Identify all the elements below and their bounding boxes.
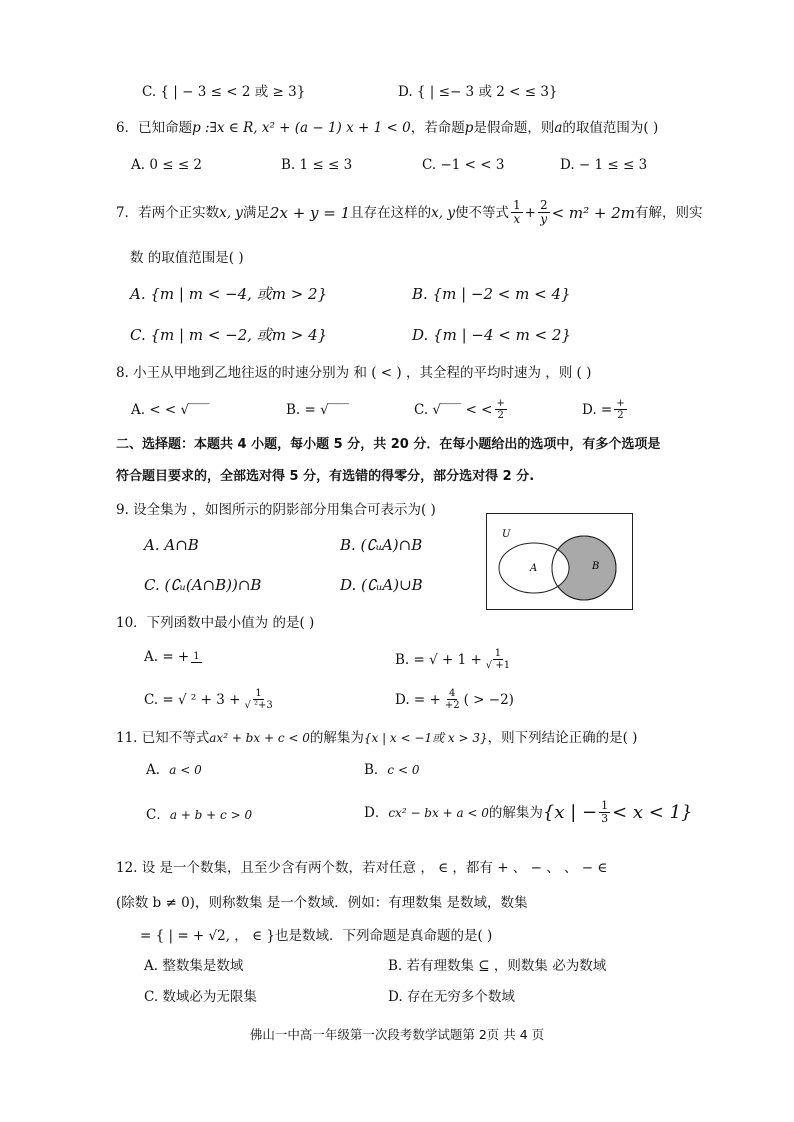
- q12-stem-line2: (除数 b ≠ 0)，则称数集 是一个数域．例如：有理数集 是数域，数集: [116, 895, 528, 911]
- q7-stem-text-2: 满足: [242, 204, 270, 221]
- q7-stem-text: 7．若两个正实数: [116, 204, 220, 221]
- q7-condition: 2x + y = 1: [269, 203, 351, 222]
- q8-stem: 8. 小王从甲地到乙地往返的时速分别为 和 ( < ) ，其全程的平均时速为 ，则 ( ): [116, 365, 592, 381]
- q12-option-b: B. 若有理数集 ⊆ ，则数集 必为数域: [388, 958, 607, 974]
- q11-option-c-expr: a + b + c > 0: [169, 808, 253, 822]
- q6-option-c: C. −1 < < 3: [422, 157, 505, 173]
- q6-option-d: D. − 1 ≤ ≤ 3: [560, 157, 648, 173]
- q11-stem-text-2: 的解集为: [309, 730, 364, 746]
- q6-var-a: a: [554, 120, 563, 136]
- q10-option-a-text: A. = +: [144, 649, 190, 665]
- q7-fraction-2: $\frac{2}{y}$: [539, 198, 548, 226]
- q6-option-b: B. 1 ≤ ≤ 3: [281, 157, 353, 173]
- q7-option-d: D. {m | −4 < m < 2}: [412, 326, 572, 344]
- q8-option-b: B. = √‾‾‾: [286, 402, 349, 418]
- q10-option-c-text: C. = √ ² + 3 +: [144, 691, 241, 708]
- q10-option-b-fraction: $\frac{1}{√ +1}$: [485, 648, 511, 671]
- q5-option-d: D. { | ≤− 3 或 2 < ≤ 3}: [398, 84, 558, 100]
- q10-option-a: [144, 648, 204, 666]
- q12-option-d: D. 存在无穷多个数域: [388, 989, 515, 1005]
- q6-stem-text-4: 的取值范围为( ): [562, 120, 659, 136]
- q8-option-d: [582, 398, 629, 421]
- q6-formula: p :∃x ∈ R, x² + (a − 1) x + 1 < 0: [192, 120, 411, 136]
- q11-option-c: [146, 806, 252, 824]
- q11-stem-text-3: ，则下列结论正确的是( ): [487, 730, 638, 746]
- q7-stem-text-4: 使不等式: [454, 204, 509, 221]
- q11-stem-text: 11. 已知不等式: [116, 730, 210, 746]
- q7-fraction-1: $\frac{1}{x}$: [512, 198, 521, 226]
- section2-heading-line1: 二、选择题：本题共 4 小题，每小题 5 分，共 20 分．在每小题给出的选项中，有多个选项是: [116, 437, 661, 452]
- q11-option-b-expr: c < 0: [387, 763, 420, 777]
- q10-option-d-condition: ( > −2): [463, 691, 514, 708]
- q8-option-d-text: D. =: [582, 401, 613, 418]
- q10-option-d: [395, 688, 514, 711]
- q8-option-a: A. < < √‾‾‾: [131, 402, 210, 418]
- venn-label-b: B: [592, 561, 600, 572]
- q8-option-c-text: C. √‾‾‾ < <: [414, 401, 493, 418]
- q7-option-c: C. {m | m < −2, 或m > 4}: [130, 326, 328, 344]
- page-footer: 佛山一中高一年级第一次段考数学试题第 2页 共 4 页: [249, 1027, 545, 1042]
- venn-label-a: A: [530, 563, 538, 574]
- q11-formula: ax² + bx + c < 0: [209, 731, 310, 745]
- q10-option-b: [395, 648, 514, 671]
- q11-stem: [116, 729, 637, 747]
- q6-var-p: p: [464, 120, 474, 136]
- q9-option-a: A. A∩B: [144, 536, 199, 554]
- section2-heading-line2: 符合题目要求的，全部选对得 5 分，有选错的得零分，部分选对得 2 分.: [116, 469, 535, 484]
- q11-option-a-expr: a < 0: [169, 763, 202, 777]
- q10-option-a-fraction: 1: [193, 651, 200, 662]
- q11-option-c-label: C．: [146, 807, 170, 823]
- q11-option-b: [364, 761, 419, 779]
- q12-option-c: C. 数域必为无限集: [144, 989, 257, 1005]
- q6-stem-text-3: 是假命题，则: [473, 120, 555, 136]
- q11-option-d-set-open: {x | −: [542, 801, 598, 823]
- q9-stem: 9. 设全集为 ，如图所示的阴影部分用集合可表示为( ): [116, 502, 436, 518]
- q6-stem-text-2: ，若命题: [410, 120, 465, 136]
- q6-option-a: A. 0 ≤ ≤ 2: [131, 157, 203, 173]
- q7-vars-2: x, y: [431, 204, 455, 221]
- venn-diagram: [486, 513, 634, 611]
- q11-option-d-text: 的解集为: [488, 804, 543, 821]
- q8-option-c-fraction: $\frac{+}{2}$: [496, 398, 505, 421]
- q9-option-d: D. (∁ᵤA)∪B: [340, 576, 423, 594]
- q9-option-c: C. (∁ᵤ(A∩B))∩B: [144, 576, 262, 594]
- q6-stem-text: 6．已知命题: [116, 120, 193, 136]
- q8-option-c: [414, 398, 509, 421]
- q10-option-c-fraction: $\frac{1}{\text{√ ²+3}}$: [244, 688, 273, 711]
- q7-stem: [116, 199, 703, 226]
- q7-option-b: B. {m | −2 < m < 4}: [412, 285, 571, 303]
- q11-option-d-expr: cx² − bx + a < 0: [388, 805, 489, 820]
- q12-option-a: A. 整数集是数域: [144, 958, 244, 974]
- q11-solution-set: {x | x < −1或 x > 3}: [363, 731, 488, 745]
- q7-stem-text-3: 且存在这样的: [350, 204, 432, 221]
- q10-stem: 10．下列函数中最小值为 的是( ): [116, 615, 315, 631]
- q10-option-b-text: B. = √ + 1 +: [395, 651, 482, 668]
- q6-stem: [116, 119, 658, 137]
- q11-option-b-label: B．: [364, 762, 388, 778]
- q9-option-b: B. (∁ᵤA)∩B: [340, 536, 423, 554]
- q7-option-a: A. {m | m < −4, 或m > 2}: [130, 285, 328, 303]
- q11-option-d-set-close: < x < 1}: [612, 801, 693, 823]
- q7-inequality-tail: < m² + 2m: [551, 203, 636, 222]
- venn-label-u: U: [502, 529, 511, 540]
- q8-option-d-fraction: $\frac{+}{2}$: [616, 398, 625, 421]
- q11-option-a-label: A．: [146, 762, 170, 778]
- q11-option-d-fraction: $\frac{1}{3}$: [601, 799, 609, 825]
- q7-stem-line2: 数 的取值范围是( ): [130, 250, 244, 266]
- q10-option-d-fraction: $\frac{4}{+2}$: [444, 688, 460, 711]
- q10-option-c: [144, 688, 277, 711]
- q7-vars: x, y: [219, 204, 243, 221]
- q10-option-d-text: D. = +: [395, 691, 441, 708]
- q11-option-d: [364, 800, 693, 825]
- q11-option-a: [146, 761, 202, 779]
- q11-option-d-label: D．: [364, 804, 389, 821]
- q5-option-c: C. { | − 3 ≤ < 2 或 ≥ 3}: [142, 84, 306, 100]
- q7-stem-text-5: 有解，则实: [635, 204, 703, 221]
- q7-plus: +: [524, 204, 536, 221]
- q12-stem-line1: 12. 设 是一个数集，且至少含有两个数，若对任意 ， ∈ ，都有 + 、 − 、 、 − ∈: [116, 860, 608, 876]
- q12-stem-line3: = { | = + √2, ， ∈ }也是数域．下列命题是真命题的是( ): [140, 928, 493, 944]
